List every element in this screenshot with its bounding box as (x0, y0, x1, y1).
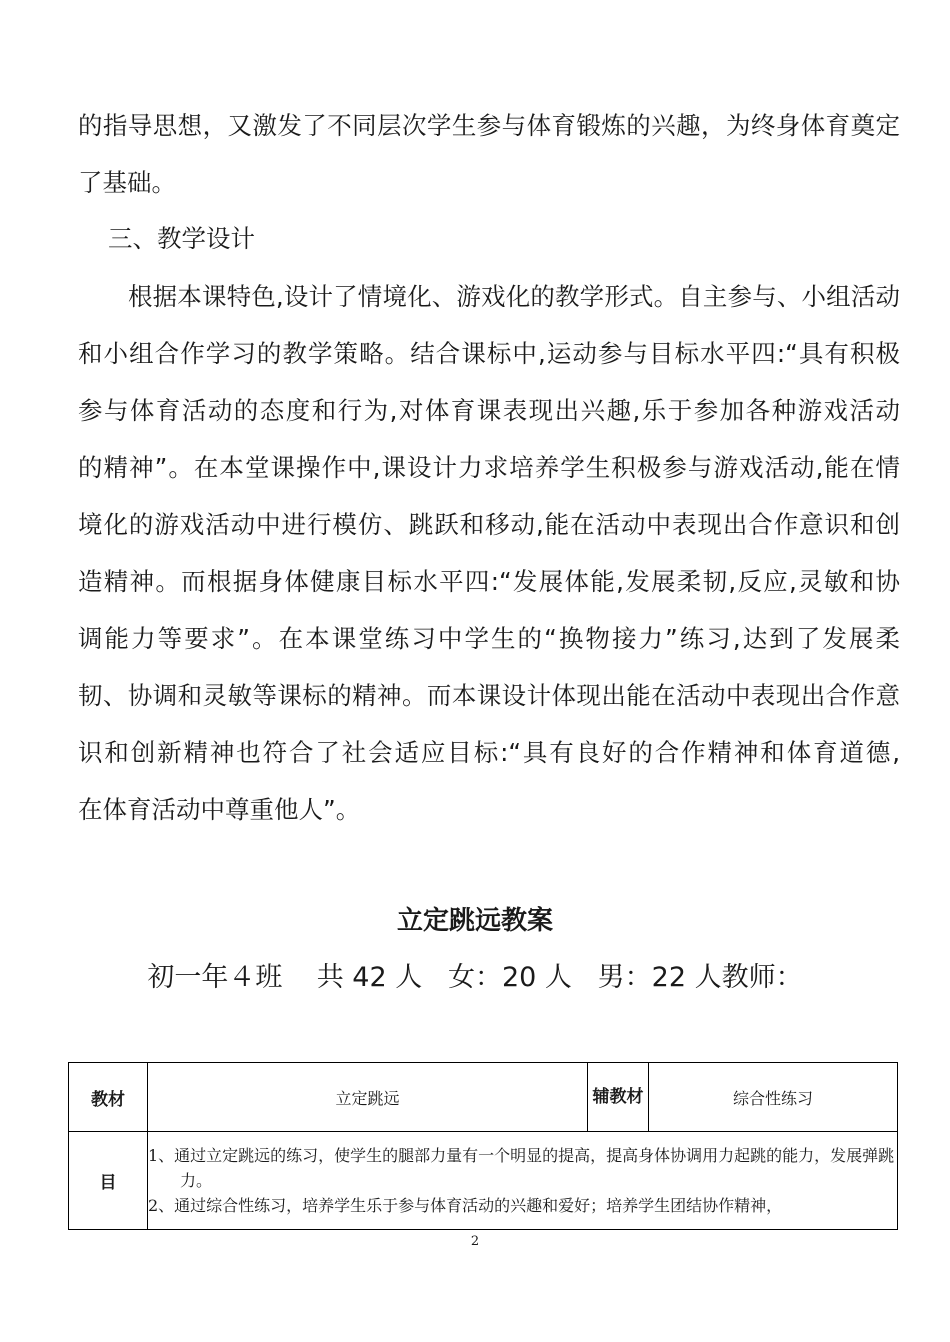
class-info-line: 初一年４班 共 42 人 女：20 人 男：22 人教师： (147, 962, 803, 993)
material-value: 立定跳远 (148, 1063, 588, 1132)
design-line-9: 识和创新精神也符合了社会适应目标:“具有良好的合作精神和体育道德, (78, 738, 900, 767)
page-number: 2 (470, 1234, 480, 1249)
design-line-5: 境化的游戏活动中进行模仿、跳跃和移动,能在活动中表现出合作意识和创 (78, 510, 900, 539)
goals-cell (148, 1132, 898, 1230)
goals-row (69, 1132, 898, 1230)
design-line-3: 参与体育活动的态度和行为,对体育课表现出兴趣,乐于参加各种游戏活动 (78, 396, 900, 425)
design-line-7: 调能力等要求”。在本课堂练习中学生的“换物接力”练习,达到了发展柔 (78, 624, 900, 653)
aux-material-value: 综合性练习 (649, 1063, 898, 1132)
goal-item-2: 2、通过综合性练习，培养学生乐于参与体育活动的兴趣和爱好；培养学生团结协作精神， (148, 1196, 783, 1215)
intro-line-2: 了基础。 (78, 168, 176, 197)
goal-label: 目 (69, 1132, 148, 1230)
intro-line-1: 的指导思想，又激发了不同层次学生参与体育锻炼的兴趣，为终身体育奠定 (78, 111, 900, 140)
material-label: 教材 (69, 1063, 148, 1132)
design-line-6: 造精神。而根据身体健康目标水平四:“发展体能,发展柔韧,反应,灵敏和协 (78, 567, 900, 596)
design-line-10: 在体育活动中尊重他人”。 (78, 795, 361, 824)
material-row (69, 1063, 898, 1132)
lesson-plan-table (68, 1062, 898, 1230)
section-heading-teaching-design: 三、教学设计 (108, 224, 255, 253)
goal-item-1: 1、通过立定跳远的练习，使学生的腿部力量有一个明显的提高，提高身体协调用力起跳的能力，发展弹跳力。 (148, 1146, 895, 1190)
design-line-2: 和小组合作学习的教学策略。结合课标中,运动参与目标水平四:“具有积极 (78, 339, 900, 368)
design-line-8: 韧、协调和灵敏等课标的精神。而本课设计体现出能在活动中表现出合作意 (78, 681, 900, 710)
design-line-4: 的精神”。在本堂课操作中,课设计力求培养学生积极参与游戏活动,能在情 (78, 453, 900, 482)
design-line-1: 根据本课特色,设计了情境化、游戏化的教学形式。自主参与、小组活动 (128, 282, 900, 311)
aux-material-label: 辅教材 (588, 1063, 649, 1132)
lesson-plan-title: 立定跳远教案 (396, 906, 553, 936)
